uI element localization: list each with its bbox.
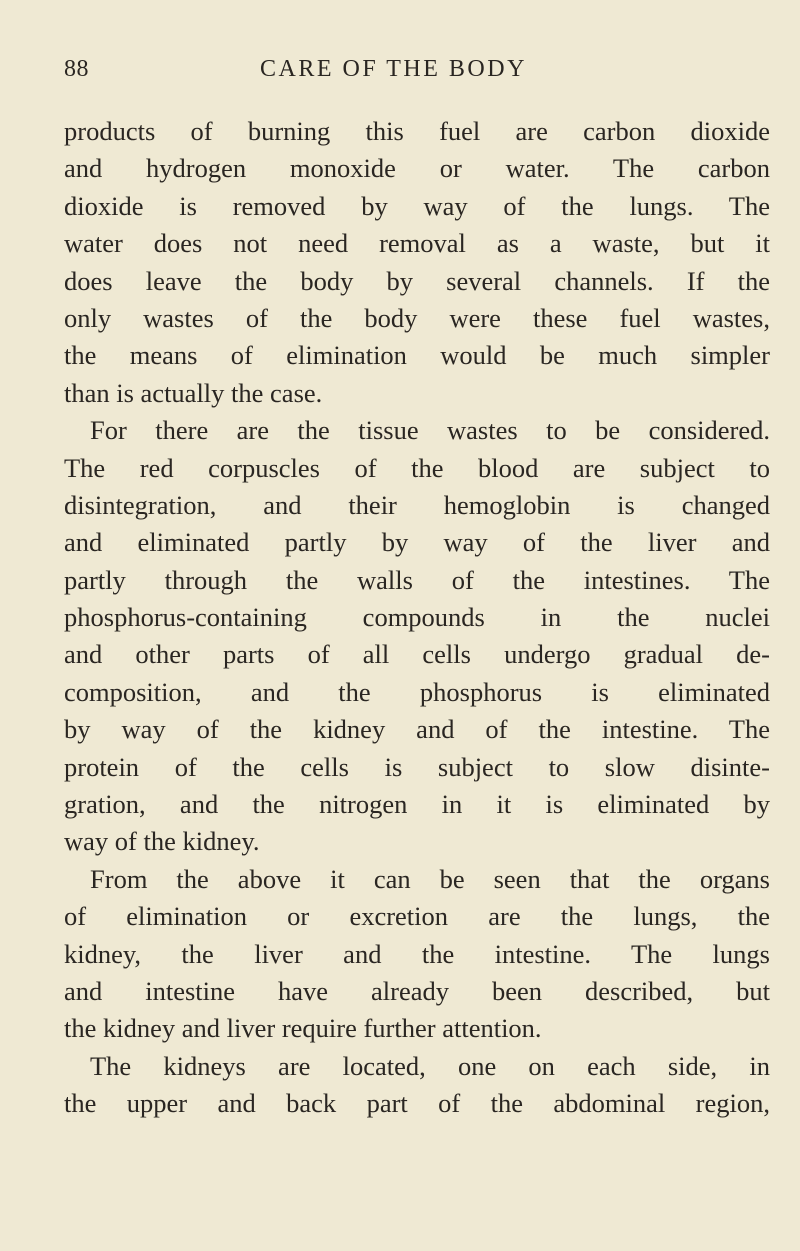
text-line: partly through the walls of the intestines. The	[64, 564, 770, 595]
text-line: and other parts of all cells undergo gradual de-	[64, 639, 770, 670]
body-text	[64, 113, 770, 1123]
text-line: the kidney and liver require further attention.	[64, 1013, 542, 1044]
text-line: For there are the tissue wastes to be considered.	[90, 415, 770, 446]
text-line: From the above it can be seen that the organs	[90, 863, 770, 894]
text-line: products of burning this fuel are carbon dioxide	[64, 116, 770, 146]
text-line: kidney, the liver and the intestine. The lungs	[64, 938, 770, 969]
text-line: gration, and the nitrogen in it is eliminated by	[64, 789, 770, 820]
text-line: composition, and the phosphorus is eliminated	[64, 676, 770, 707]
text-line: than is actually the case.	[64, 377, 323, 408]
text-line: way of the kidney.	[64, 826, 260, 857]
text-line: by way of the kidney and of the intestine. The	[64, 714, 770, 745]
text-line: phosphorus-containing compounds in the nuclei	[64, 602, 770, 633]
text-line: and intestine have already been described, but	[64, 975, 770, 1006]
page-header	[64, 56, 760, 96]
text-line: the upper and back part of the abdominal region,	[64, 1088, 770, 1119]
text-line: only wastes of the body were these fuel wastes,	[64, 302, 770, 333]
text-line: The kidneys are located, one on each side, in	[90, 1050, 770, 1081]
text-line: protein of the cells is subject to slow disinte-	[64, 751, 770, 782]
text-line: disintegration, and their hemoglobin is changed	[64, 489, 770, 520]
text-line: and hydrogen monoxide or water. The carbon	[64, 153, 770, 184]
text-line: of elimination or excretion are the lungs, the	[64, 901, 770, 932]
page-number: 88	[64, 56, 89, 82]
text-line: water does not need removal as a waste, but it	[64, 228, 770, 259]
text-line: dioxide is removed by way of the lungs. The	[64, 190, 770, 221]
text-line: the means of elimination would be much simpler	[64, 340, 770, 371]
running-head: CARE OF THE BODY	[260, 56, 527, 82]
text-line: and eliminated partly by way of the liver and	[64, 527, 770, 558]
text-line: does leave the body by several channels. If the	[64, 265, 770, 296]
text-line: The red corpuscles of the blood are subject to	[64, 452, 770, 483]
